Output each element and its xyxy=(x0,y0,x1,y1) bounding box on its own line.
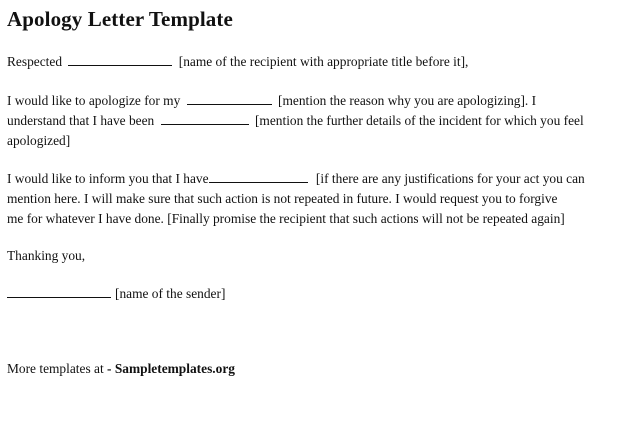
salutation-note: [name of the recipient with appropriate title before it], xyxy=(178,54,469,69)
page-title: Apology Letter Template xyxy=(7,7,233,31)
signature-note: [name of the sender] xyxy=(115,286,226,301)
footer-prefix: More templates at xyxy=(7,361,108,376)
reason-blank xyxy=(187,92,272,105)
salutation-start: Respected xyxy=(7,54,63,69)
paragraph2-line3: me for whatever I have done. [Finally promise the recipient that such actions will not be repeated again] xyxy=(7,211,565,226)
paragraph2-line1-start: I would like to inform you that I have xyxy=(7,171,209,186)
paragraph1-line1-note: [mention the reason why you are apologizing]. I xyxy=(278,93,537,108)
paragraph1-line2-note: [mention the further details of the incident for which you feel xyxy=(254,113,584,128)
footer-link[interactable]: - Sampletemplates.org xyxy=(107,361,235,376)
signature-line xyxy=(7,284,225,304)
paragraph1-line1-start: I would like to apologize for my xyxy=(7,93,181,108)
footer xyxy=(7,359,235,379)
closing-line: Thanking you, xyxy=(7,248,86,263)
incident-blank xyxy=(161,112,249,125)
sender-name-blank xyxy=(7,285,111,298)
paragraph2-line1-note: [if there are any justifications for your act you can xyxy=(315,171,585,186)
paragraph-apology xyxy=(7,91,584,151)
justification-blank xyxy=(209,170,308,183)
paragraph-justification xyxy=(7,169,585,229)
paragraph2-line2: mention here. I will make sure that such action is not repeated in future. I would request you to forgive xyxy=(7,191,558,206)
salutation-line xyxy=(7,52,468,72)
recipient-name-blank xyxy=(68,53,172,66)
paragraph1-line3: apologized] xyxy=(7,133,71,148)
paragraph1-line2-start: understand that I have been xyxy=(7,113,155,128)
